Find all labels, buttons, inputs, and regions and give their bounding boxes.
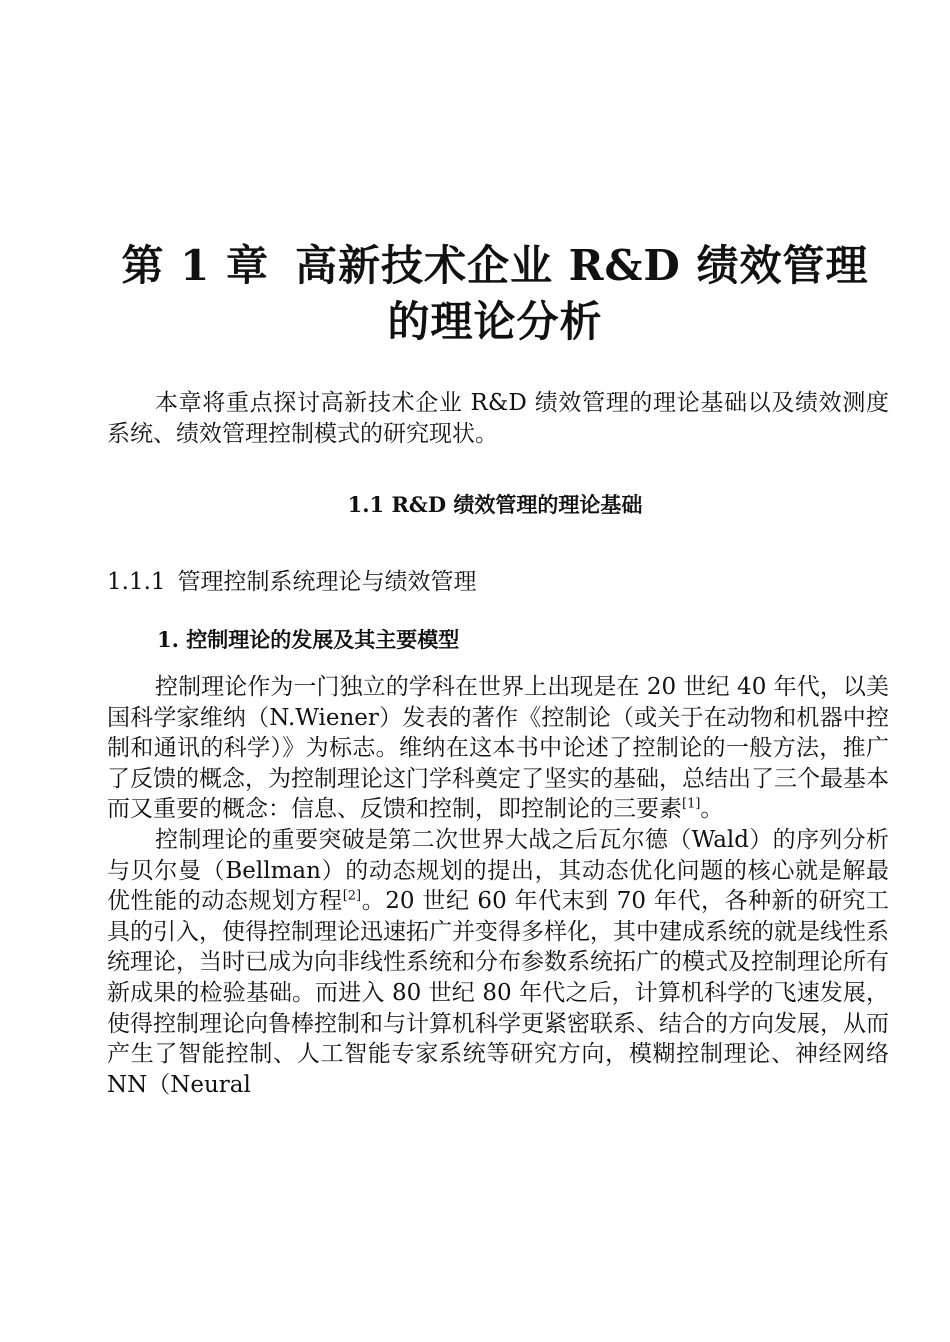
citation-ref-1[interactable]: [1] bbox=[682, 796, 701, 812]
subsection-title-text: 管理控制系统理论与绩效管理 bbox=[177, 569, 477, 595]
paragraph-1 bbox=[107, 672, 889, 825]
subsection-title bbox=[107, 567, 477, 597]
chapter-title bbox=[100, 238, 890, 350]
paragraph-2-tail: 。20 世纪 60 年代末到 70 年代，各种新的研究工具的引入，使得控制理论迅速拓广并变得多样化，其中建成系统的就是线性系统理论，当时已成为向非线性系统和分布参数系统拓广的模式及控制理论所有新成果的检验基础。而进入 80 世纪 80 年代之后，计算机科学的飞速发展，使得控制理论向鲁棒控制和与计算机科学更紧密联系、结合的方向发展，从而产生了智能控制、人工智能专家系统等研究方向，模糊控制理论、神经网络 NN（Neural bbox=[107, 888, 890, 1098]
paragraph-2 bbox=[107, 825, 889, 1100]
subsection-number: 1.1.1 bbox=[107, 569, 166, 595]
paragraph-1-tail: 。 bbox=[700, 796, 724, 823]
point-title: 1. 控制理论的发展及其主要模型 bbox=[157, 627, 460, 652]
main-body bbox=[107, 672, 889, 1100]
chapter-title-line-2: 的理论分析 bbox=[387, 297, 603, 346]
chapter-title-text: 高新技术企业 R&D 绩效管理 bbox=[294, 241, 869, 290]
paragraph-1-text: 控制理论作为一门独立的学科在世界上出现是在 20 世纪 40 年代，以美国科学家维纳（N.Wiener）发表的著作《控制论（或关于在动物和机器中控制和通讯的科学）》为标志。维纳在这本书中论述了控制论的一般方法，推广了反馈的概念，为控制理论这门学科奠定了坚实的基础，总结出了三个最基本而又重要的概念：信息、反馈和控制，即控制论的三要素 bbox=[107, 674, 889, 823]
intro-text: 本章将重点探讨高新技术企业 R&D 绩效管理的理论基础以及绩效测度系统、绩效管理控制模式的研究现状。 bbox=[107, 390, 889, 447]
citation-ref-2[interactable]: [2] bbox=[342, 888, 362, 904]
paragraph-2-text: 控制理论的重要突破是第二次世界大战之后瓦尔德（Wald）的序列分析与贝尔曼（Bellman）的动态规划的提出，其动态优化问题的核心就是解最优性能的动态规划方程 bbox=[107, 826, 889, 915]
chapter-number: 第 1 章 bbox=[121, 241, 269, 290]
intro-paragraph bbox=[107, 388, 889, 449]
chapter-title-line-1 bbox=[100, 238, 890, 294]
section-title: 1.1 R&D 绩效管理的理论基础 bbox=[347, 492, 643, 517]
